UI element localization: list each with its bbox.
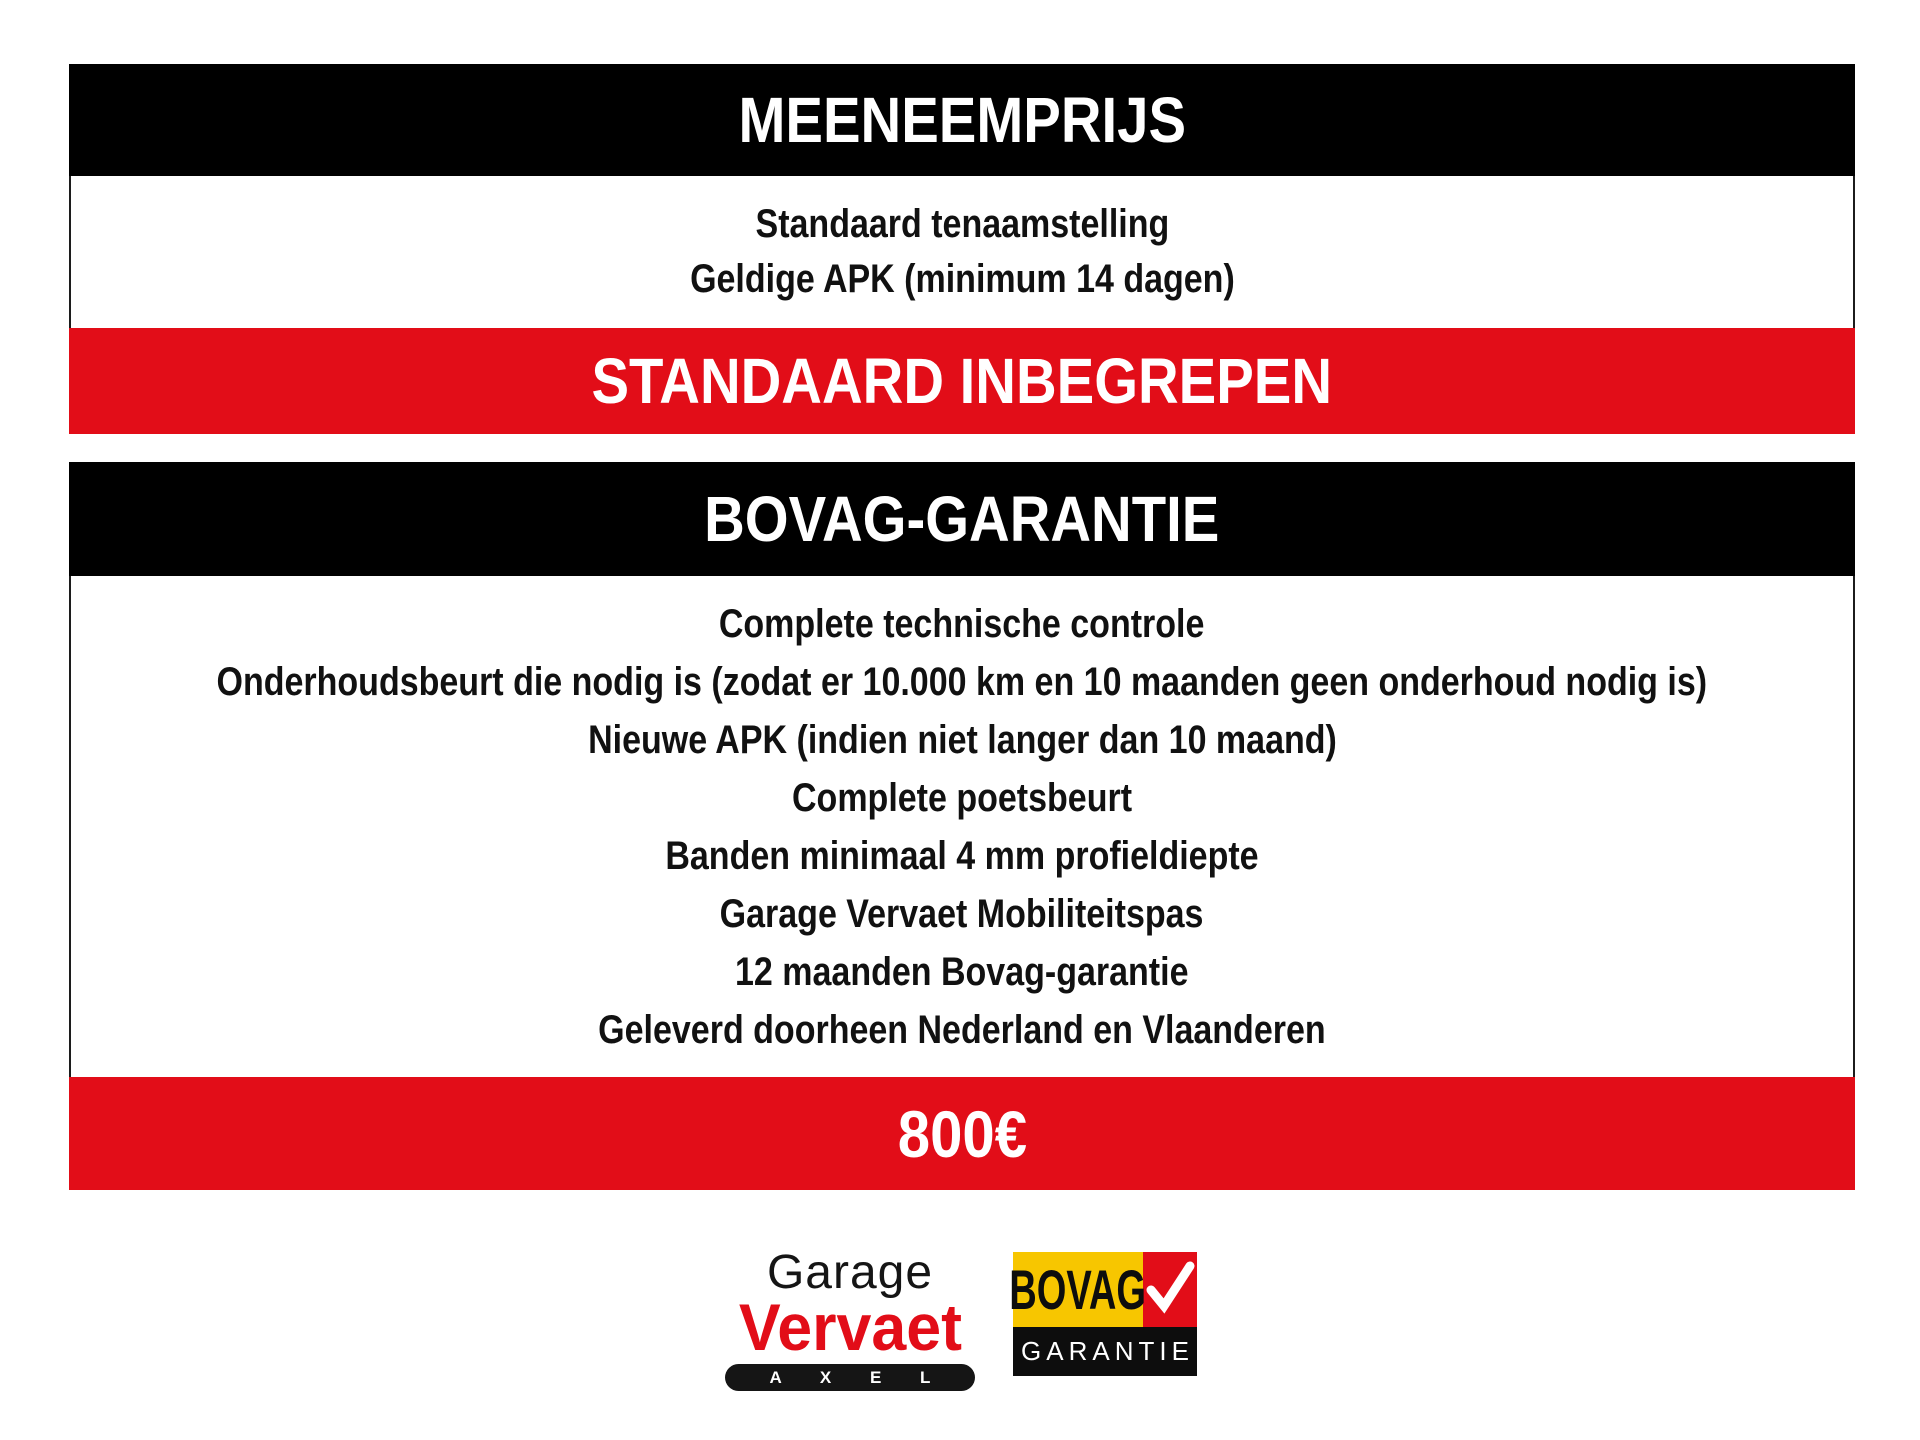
body-line: Garage Vervaet Mobiliteitspas xyxy=(720,891,1204,936)
body-line: Onderhoudsbeurt die nodig is (zodat er 10.000 km en 10 maanden geen onderhoud nodig is) xyxy=(216,659,1708,704)
footer-label: STANDAARD INBEGREPEN xyxy=(591,345,1333,417)
body-line: Complete poetsbeurt xyxy=(791,775,1133,820)
body-line: Banden minimaal 4 mm profieldiepte xyxy=(665,833,1259,878)
section-meeneemprijs xyxy=(69,64,1855,434)
section-footer-bar xyxy=(69,328,1855,434)
bovag-logo-top xyxy=(1009,1252,1197,1327)
section-body xyxy=(69,576,1855,1077)
bovag-logo-name: BOVAG xyxy=(1009,1258,1147,1321)
bovag-logo-black-panel xyxy=(1013,1327,1197,1376)
section-header-bar xyxy=(69,462,1855,576)
body-line: Standaard tenaamstelling xyxy=(755,202,1169,246)
axel-badge xyxy=(725,1364,975,1391)
price-sheet xyxy=(69,64,1855,1190)
section-body xyxy=(69,176,1855,328)
section-title: MEENEEMPRIJS xyxy=(738,84,1186,156)
bovag-logo-yellow-panel xyxy=(1009,1252,1147,1327)
body-line: Geleverd doorheen Nederland en Vlaanderen xyxy=(598,1007,1326,1052)
body-line: Nieuwe APK (indien niet langer dan 10 maand) xyxy=(587,717,1337,762)
section-header-bar xyxy=(69,64,1855,176)
checkmark-icon xyxy=(1144,1254,1196,1325)
body-line: 12 maanden Bovag-garantie xyxy=(735,949,1189,994)
garage-vervaet-logo xyxy=(722,1246,978,1387)
axel-badge-label: A X E L xyxy=(769,1367,948,1387)
section-bovag-garantie xyxy=(69,462,1855,1190)
bovag-garantie-logo xyxy=(1009,1252,1197,1376)
garage-vervaet-logo-line2: Vervaet xyxy=(738,1290,962,1364)
section-divider xyxy=(69,434,1855,462)
garage-vervaet-logo-line1: Garage xyxy=(766,1246,934,1299)
price-value: 800€ xyxy=(897,1096,1027,1171)
price-bar xyxy=(69,1077,1855,1190)
body-line: Geldige APK (minimum 14 dagen) xyxy=(689,257,1235,301)
section-title: BOVAG-GARANTIE xyxy=(704,483,1220,555)
bovag-logo-subtitle: GARANTIE xyxy=(1021,1336,1194,1366)
body-line: Complete technische controle xyxy=(719,601,1205,646)
bovag-logo-red-panel xyxy=(1143,1252,1197,1327)
